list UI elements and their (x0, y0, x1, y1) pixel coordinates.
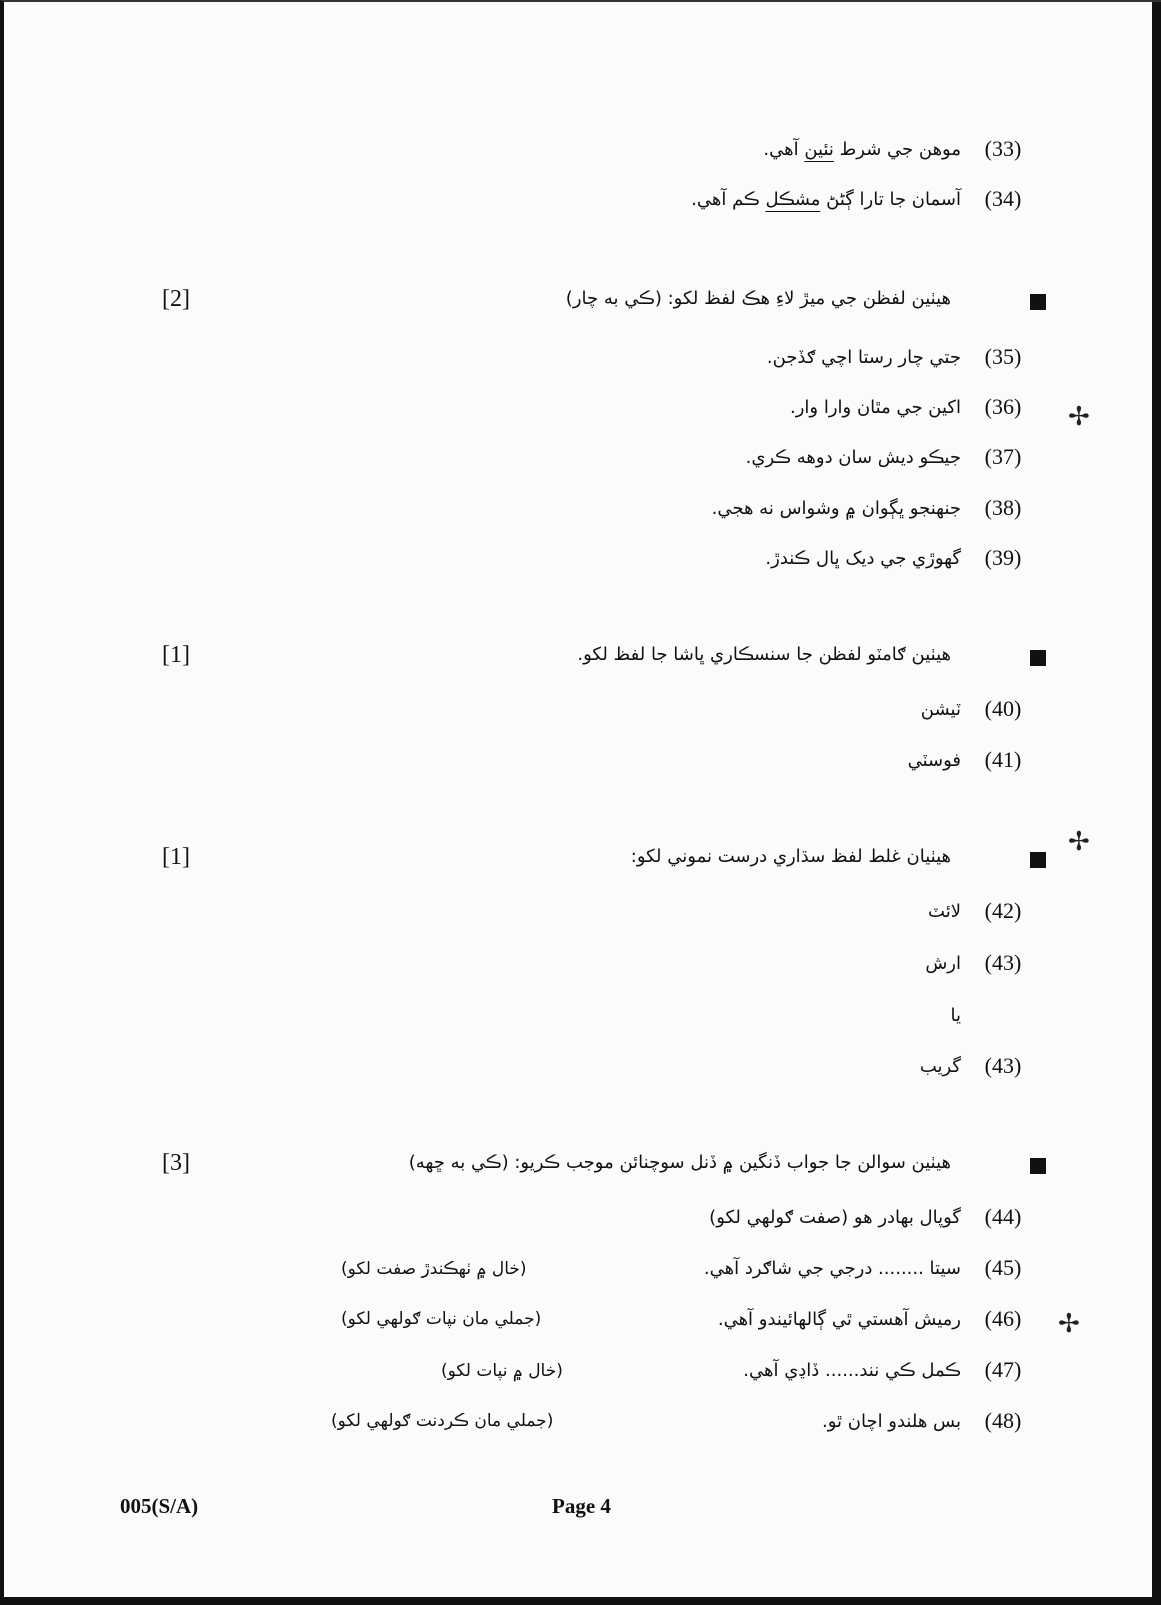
question-37 (746, 442, 1031, 472)
question-39 (765, 543, 1031, 573)
question-number: (40) (984, 696, 1022, 721)
question-43 (925, 948, 1031, 978)
question-number: (42) (984, 898, 1022, 923)
question-36 (790, 392, 1031, 422)
question-hint: (جملي مان ڪردنت ګولهي لکو) (331, 1411, 554, 1431)
question-text: بس هلندو اچان ٿو. (821, 1410, 961, 1432)
scan-border (1152, 2, 1161, 1597)
page-number: Page 4 (552, 1494, 611, 1518)
section-heading: هيٺين لفظن جي ميڙ لاءِ هڪ لفظ لکو: (ڪي به چار) (565, 288, 951, 309)
question-text: موهن جي شرط نئين آهي. (763, 138, 961, 160)
question-48 (131, 1406, 1031, 1436)
question-text: لائٽ (928, 900, 961, 922)
question-number: (35) (984, 344, 1022, 369)
section-heading: هيٺين ګامٽو لفظن جا سنسڪاري ڀاشا جا لفظ لکو. (577, 644, 951, 665)
question-45 (131, 1253, 1031, 1283)
question-text: ٽيشن (920, 698, 961, 720)
question-text: ارش (925, 952, 961, 974)
section-bullet (1030, 1158, 1046, 1174)
question-number: (44) (984, 1204, 1022, 1229)
question-text: آسمان جا تارا ڳڻڻ مشڪل ڪم آهي. (691, 188, 961, 210)
question-hint: (خال ۾ ٺهڪندڙ صفت لکو) (341, 1258, 527, 1279)
underlined-word: نئين (804, 138, 834, 160)
or-separator (951, 1000, 1032, 1030)
question-number: (38) (984, 495, 1022, 520)
section-marks: [1] (162, 642, 190, 668)
paper-code: 005(S/A) (120, 1494, 199, 1518)
section-bullet (1030, 852, 1046, 868)
question-41 (908, 745, 1031, 775)
question-42 (928, 896, 1031, 926)
question-hint: (جملي مان نپات ګولهي لکو) (341, 1309, 542, 1329)
question-text: گوپال بهادر هو (صفت ګولهي لکو) (709, 1206, 961, 1228)
question-text: جتي چار رستا اچي ګڏجن. (766, 346, 961, 368)
section-bullet (1030, 650, 1046, 666)
question-40 (921, 694, 1031, 724)
section-marks: [1] (162, 844, 190, 870)
question-number: (47) (984, 1357, 1022, 1382)
underlined-word: مشڪل (765, 188, 821, 210)
section-marks: [3] (162, 1150, 190, 1176)
scan-speck-icon: ✢ (1068, 827, 1090, 857)
question-number: (45) (984, 1255, 1022, 1280)
question-text: ڪمل ڪي نند...... ڏاڍي آهي. (743, 1359, 961, 1381)
question-text: جيڪو ديش سان دوهه ڪري. (745, 446, 961, 468)
question-text: جنهنجو ڀڳوان ۾ وشواس نه هجي. (711, 497, 961, 519)
section-heading: هيٺيان غلط لفظ سڌاري درست نموني لکو: (630, 846, 951, 867)
question-46 (131, 1304, 1031, 1334)
question-hint: (خال ۾ نپات لکو) (441, 1360, 563, 1381)
question-number: (43) (984, 1053, 1022, 1078)
question-text: رميش آهستي ٿي ڳالهائيندو آهي. (717, 1308, 961, 1330)
question-number: (46) (984, 1306, 1022, 1331)
or-text: يا (950, 1004, 961, 1026)
scan-speck-icon: ✢ (1068, 402, 1090, 432)
question-43-alt (920, 1051, 1031, 1081)
question-number: (37) (984, 444, 1022, 469)
question-44 (131, 1202, 1031, 1232)
question-text: اکين جي مٿان وارا وار. (790, 396, 961, 418)
question-text: گهوڙي جي ديک ڀال ڪندڙ. (765, 547, 961, 569)
question-33 (763, 134, 1031, 164)
question-34 (691, 184, 1031, 214)
section-bullet (1030, 294, 1046, 310)
question-47 (131, 1355, 1031, 1385)
question-number: (36) (984, 394, 1022, 419)
question-35 (767, 342, 1031, 372)
question-number: (34) (984, 186, 1022, 211)
section-marks: [2] (162, 286, 190, 312)
question-text: فوسٽي (907, 749, 961, 771)
question-number: (43) (984, 950, 1022, 975)
question-number: (48) (984, 1408, 1022, 1433)
question-38 (712, 493, 1031, 523)
question-number: (39) (984, 545, 1022, 570)
question-number: (33) (984, 136, 1022, 161)
question-text: سيتا ........ درجي جي شاګرد آهي. (703, 1257, 961, 1279)
scan-speck-icon: ✢ (1058, 1309, 1080, 1339)
question-number: (41) (984, 747, 1022, 772)
question-text: گريب (919, 1055, 961, 1077)
section-heading: هيٺين سوالن جا جواب ڏنگين ۾ ڏنل سوچنائن موجب ڪريو: (ڪي به ڇهه) (408, 1152, 951, 1173)
